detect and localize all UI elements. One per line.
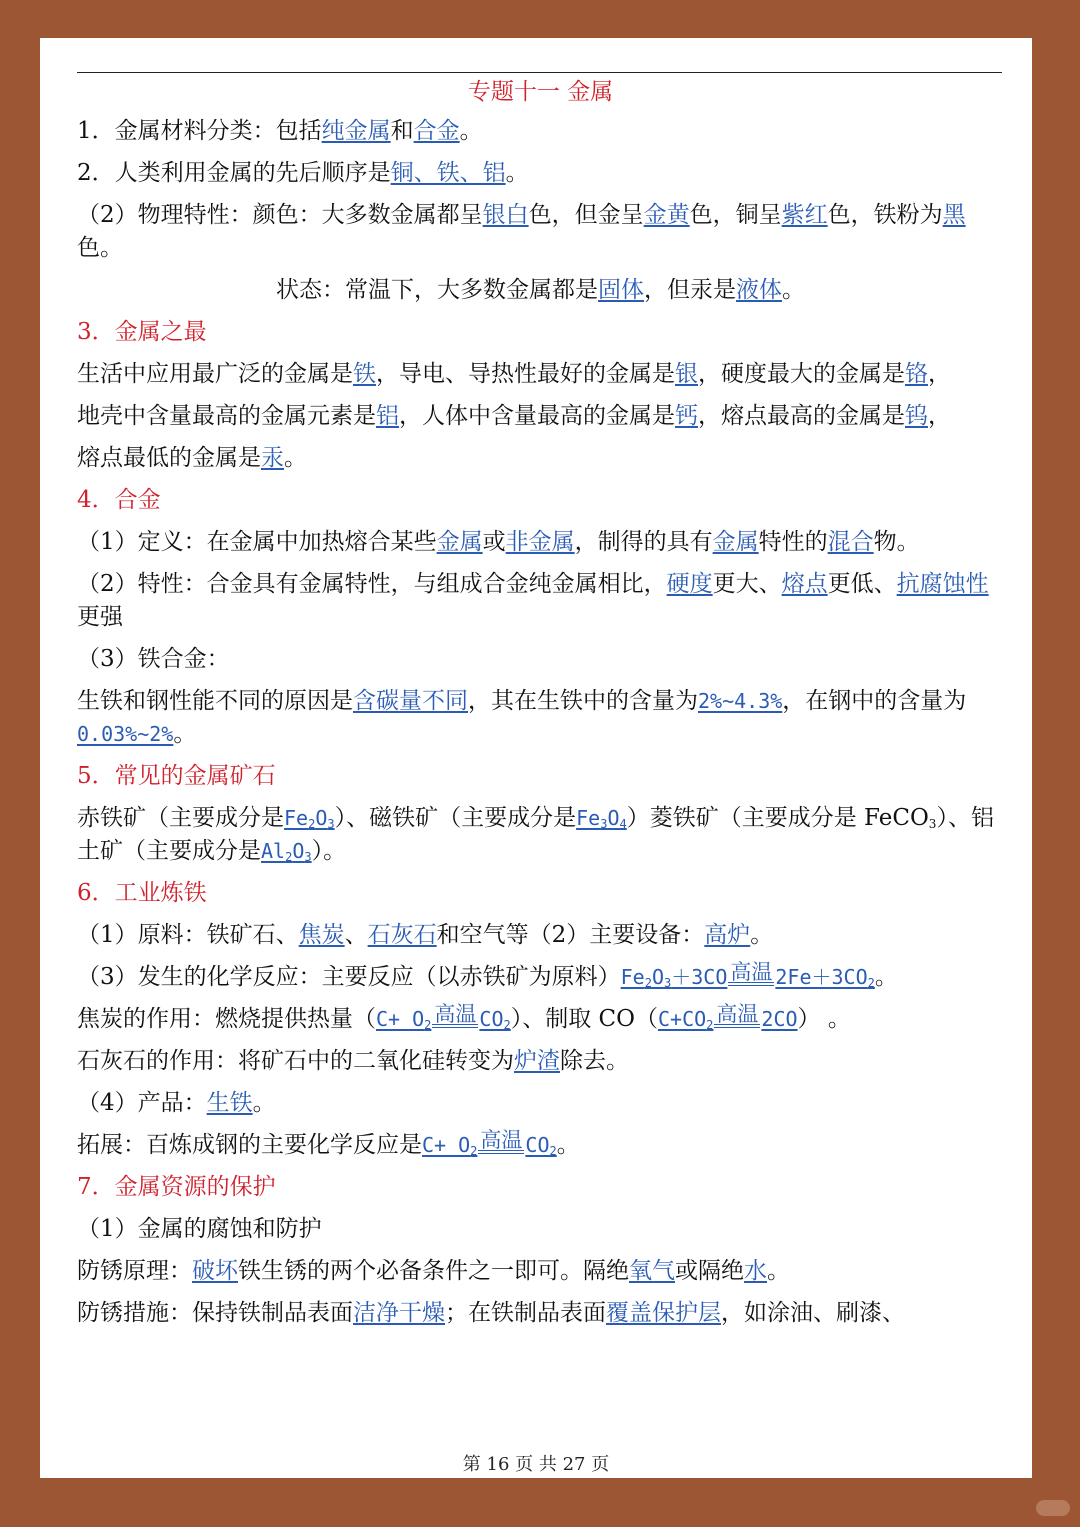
superlative-2: 地壳中含量最高的金属元素是铝，人体中含量最高的金属是钙，熔点最高的金属是钨， bbox=[77, 403, 951, 429]
main-reaction: （3）发生的化学反应：主要反应（以赤铁矿为原料）$Fe_2O_3+3CO$ 高温 $2Fe+3CO_2$。 bbox=[77, 961, 1004, 994]
limestone-role: 石灰石的作用：将矿石中的二氧化硅转变为炉渣除去。 bbox=[77, 1048, 629, 1074]
carbon-content: 生铁和钢性能不同的原因是含碳量不同，其在生铁中的含量为2%~4.3%，在钢中的含量为0.03%~2%。 bbox=[77, 688, 967, 747]
reaction-condition: 高温 bbox=[716, 1002, 759, 1026]
item-1: 1．金属材料分类：包括纯金属和合金。 bbox=[77, 118, 483, 144]
page-title: 专题十一 金属 bbox=[467, 79, 614, 105]
watermark-badge bbox=[1036, 1500, 1070, 1516]
alloy-definition: （1）定义：在金属中加热熔合某些金属或非金属，制得的具有金属特性的混合物。 bbox=[77, 529, 920, 555]
heading-3: 3．金属之最 bbox=[77, 319, 207, 345]
item-2: 2．人类利用金属的先后顺序是铜、铁、铝。 bbox=[77, 160, 529, 186]
document-page bbox=[40, 38, 1032, 1478]
page-footer: 第 16 页 共 27 页 bbox=[462, 1454, 610, 1475]
rust-measures: 防锈措施：保持铁制品表面洁净干燥；在铁制品表面覆盖保护层，如涂油、刷漆、 bbox=[77, 1300, 905, 1326]
extension: 拓展：百炼成钢的主要化学反应是$C+ O_2$ 高温 $CO_2$。 bbox=[77, 1129, 1004, 1162]
coke-role: 焦炭的作用：燃烧提供热量（$C+ O_2$ 高温 $CO_2$）、制取 $CO(C+CO_2$ 高温 2CO） 。 bbox=[77, 1003, 1004, 1036]
corrosion-label: （1）金属的腐蚀和防护 bbox=[77, 1216, 322, 1242]
physical-state: 状态：常温下，大多数金属都是固体，但汞是液体。 bbox=[276, 277, 805, 303]
heading-5: 5．常见的金属矿石 bbox=[77, 763, 276, 789]
rust-principle: 防锈原理：破坏铁生锈的两个必备条件之一即可。隔绝氧气或隔绝水。 bbox=[77, 1258, 790, 1284]
reaction-condition: 高温 bbox=[480, 1128, 523, 1152]
physical-color: （2）物理特性：颜色：大多数金属都呈银白色，但金呈金黄色，铜呈紫红色，铁粉为黑色。 bbox=[77, 202, 966, 261]
heading-7: 7．金属资源的保护 bbox=[77, 1174, 276, 1200]
iron-alloy-label: （3）铁合金： bbox=[77, 646, 230, 672]
heading-6: 6．工业炼铁 bbox=[77, 880, 207, 906]
reaction-condition: 高温 bbox=[434, 1002, 477, 1026]
header-rule bbox=[77, 72, 1002, 73]
raw-materials: （1）原料：铁矿石、焦炭、石灰石和空气等（2）主要设备：高炉。 bbox=[77, 922, 774, 948]
reaction-condition: 高温 bbox=[730, 960, 773, 984]
superlative-3: 熔点最低的金属是汞。 bbox=[77, 445, 307, 471]
alloy-properties: （2）特性：合金具有金属特性，与组成合金纯金属相比，硬度更大、熔点更低、抗腐蚀性更强 bbox=[77, 571, 989, 630]
superlative-1: 生活中应用最广泛的金属是铁，导电、导热性最好的金属是银，硬度最大的金属是铬， bbox=[77, 361, 951, 387]
document-content bbox=[77, 76, 1004, 1339]
product: （4）产品：生铁。 bbox=[77, 1090, 276, 1116]
heading-4: 4．合金 bbox=[77, 487, 161, 513]
ores: 赤铁矿（主要成分是$Fe_2O_3$）、磁铁矿（主要成分是$Fe_3O_4$）菱铁矿（主要成分是 FeCO$_3$）、铝土矿（主要成分是$Al_2O_3$）。 bbox=[77, 805, 994, 864]
